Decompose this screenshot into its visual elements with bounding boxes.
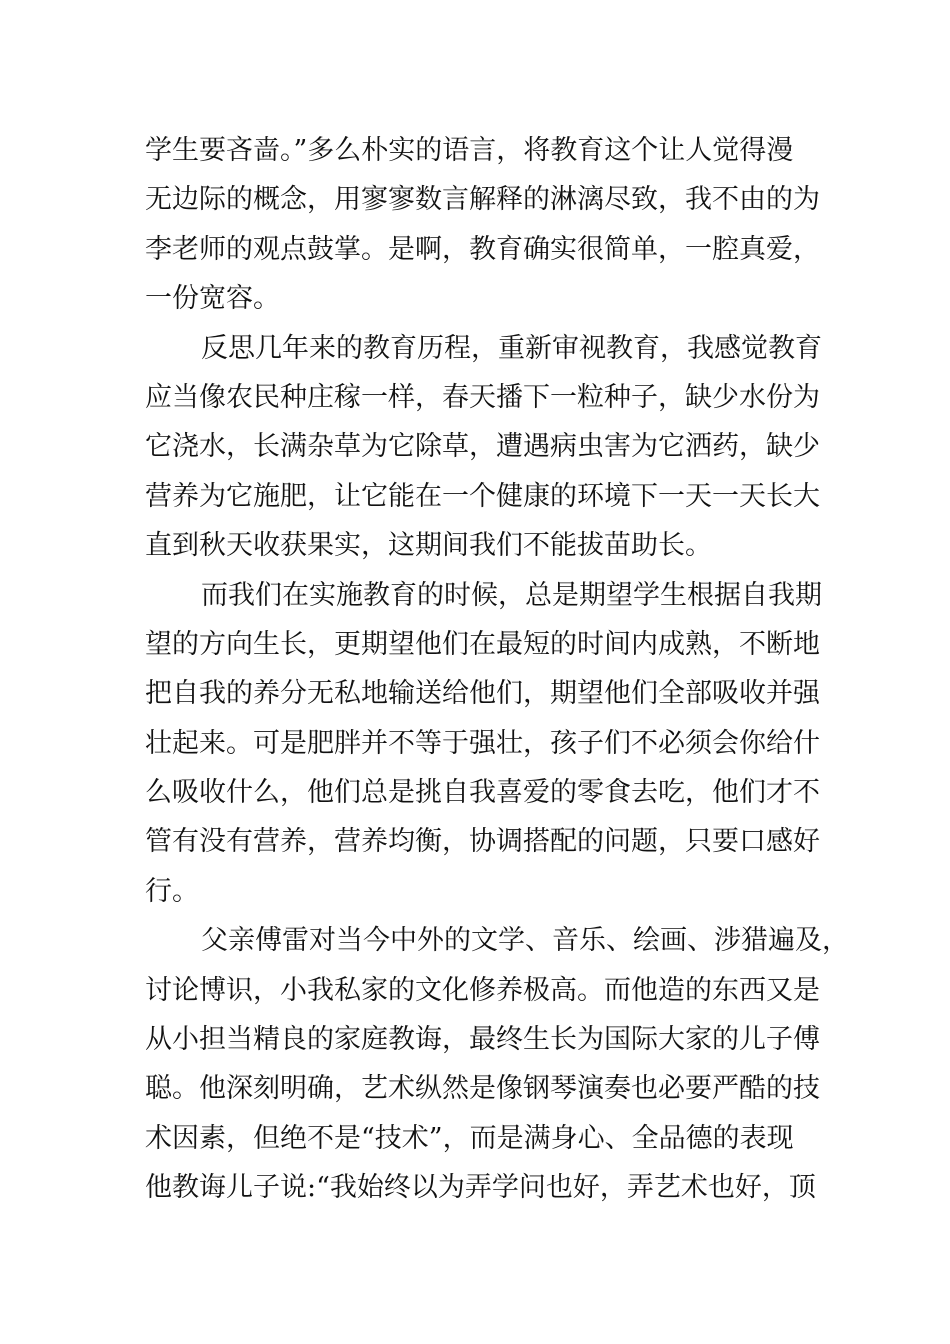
text-line: 它浇水，长满杂草为它除草，遭遇病虫害为它洒药，缺少: [145, 431, 820, 463]
paragraph-first-line: 父亲傅雷对当今中外的文学、音乐、绘画、涉猎遍及，: [201, 925, 849, 957]
text-line: 营养为它施肥，让它能在一个健康的环境下一天一天长大: [145, 480, 820, 512]
text-line: 李老师的观点鼓掌。是啊，教育确实很简单，一腔真爱，: [145, 233, 820, 265]
text-line: 一份宽容。: [145, 283, 280, 315]
text-line: 学生要吝啬。”多么朴实的语言，将教育这个让人觉得漫: [145, 135, 794, 166]
text-line: 从小担当精良的家庭教诲，最终生长为国际大家的儿子傅: [145, 1024, 820, 1056]
paragraph-first-line: 反思几年来的教育历程，重新审视教育，我感觉教育: [201, 332, 822, 364]
text-line: 管有没有营养，营养均衡，协调搭配的问题，只要口感好: [145, 826, 820, 858]
text-line: 讨论博识，小我私家的文化修养极高。而他造的东西又是: [145, 974, 820, 1006]
text-line: 壮起来。可是肥胖并不等于强壮，孩子们不必须会你给什: [145, 727, 820, 759]
text-line: 术因素，但绝不是“技术”，而是满身心、全品德的表现: [145, 1122, 794, 1154]
text-line: 聪。他深刻明确，艺术纵然是像钢琴演奏也必要严酷的技: [145, 1073, 820, 1105]
text-line: 么吸收什么，他们总是挑自我喜爱的零食去吃，他们才不: [145, 777, 820, 809]
text-line: 望的方向生长，更期望他们在最短的时间内成熟，不断地: [145, 628, 820, 660]
text-line: 无边际的概念，用寥寥数言解释的淋漓尽致，我不由的为: [145, 184, 820, 216]
text-line: 应当像农民种庄稼一样，春天播下一粒种子，缺少水份为: [145, 381, 820, 413]
text-line: 他教诲儿子说:“我始终以为弄学问也好，弄艺术也好，顶: [145, 1172, 816, 1204]
paragraph-first-line: 而我们在实施教育的时候，总是期望学生根据自我期: [201, 579, 822, 611]
document-body: [145, 126, 849, 1213]
text-line: 行。: [145, 875, 199, 907]
text-line: 把自我的养分无私地输送给他们，期望他们全部吸收并强: [145, 678, 820, 710]
text-line: 直到秋天收获果实，这期间我们不能拔苗助长。: [145, 530, 712, 562]
